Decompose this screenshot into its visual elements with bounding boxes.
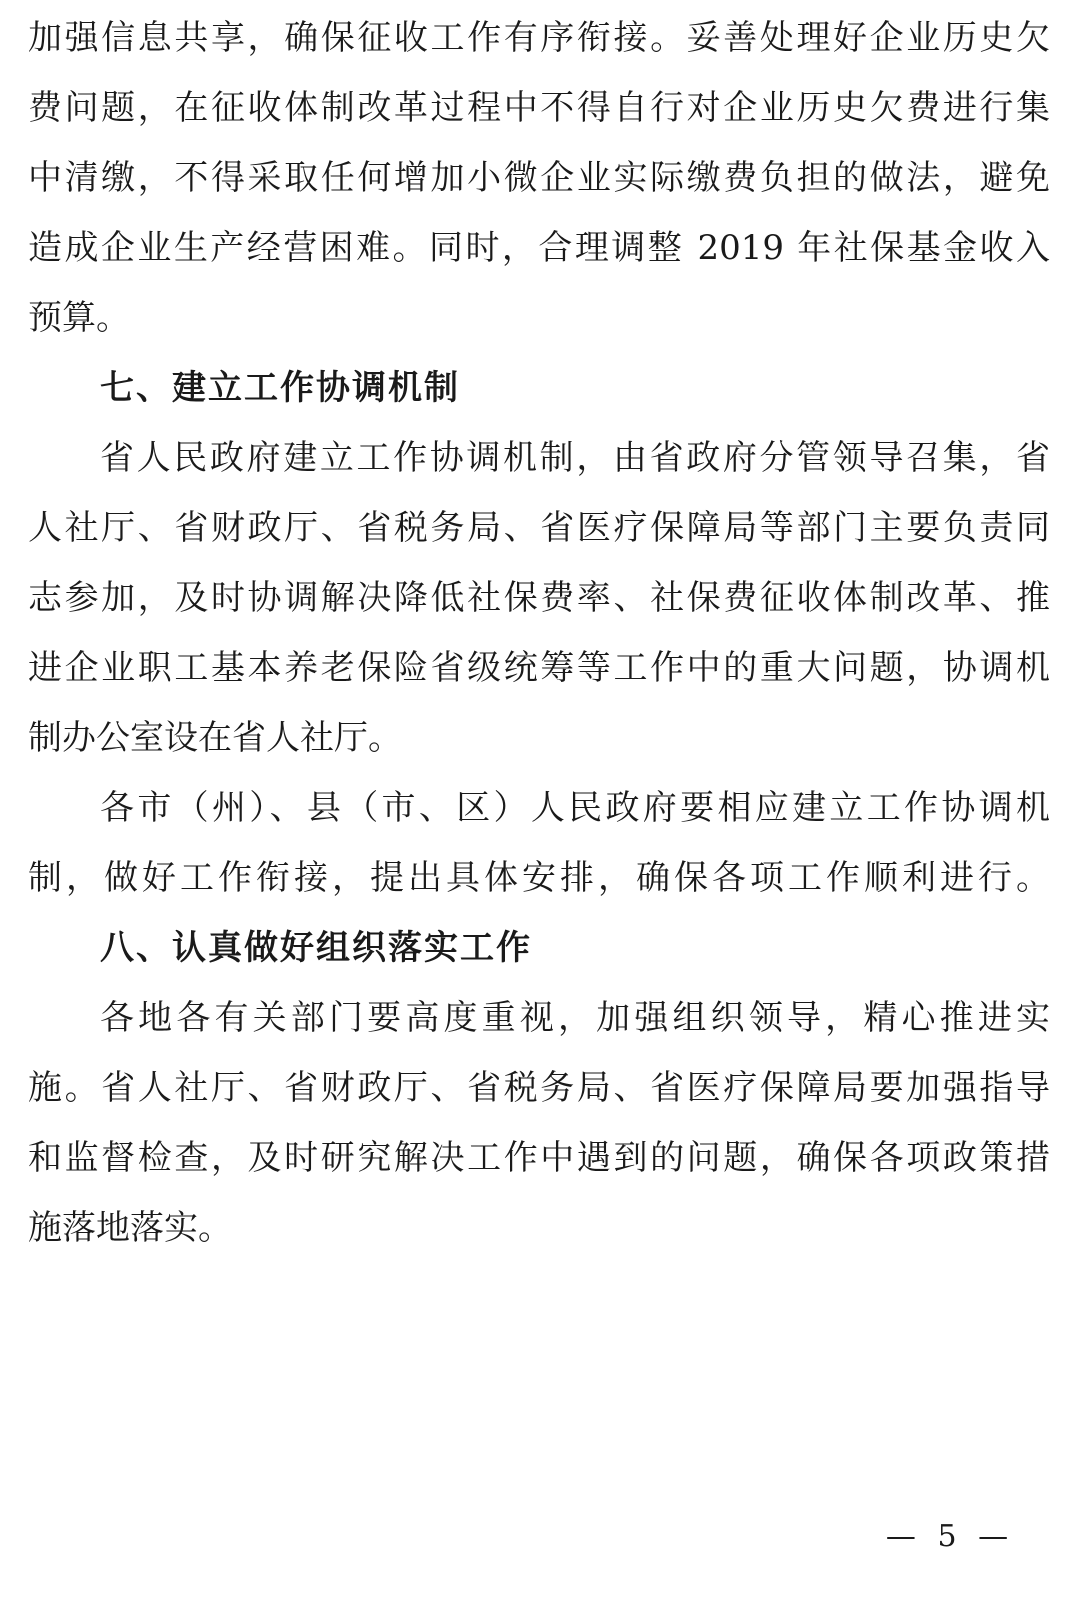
text-line: 加强信息共享，确保征收工作有序衔接。妥善处理好企业历史欠	[28, 18, 1050, 58]
text-line: 中清缴，不得采取任何增加小微企业实际缴费负担的做法，避免	[28, 158, 1050, 198]
text-line: 志参加，及时协调解决降低社保费率、社保费征收体制改革、推	[28, 578, 1050, 618]
page-number: — 5 —	[885, 1519, 1015, 1554]
text-line: 省人民政府建立工作协调机制，由省政府分管领导召集，省	[100, 438, 1050, 478]
text-line: 施。省人社厅、省财政厅、省税务局、省医疗保障局要加强指导	[28, 1068, 1050, 1108]
text-line: 制，做好工作衔接，提出具体安排，确保各项工作顺利进行。	[28, 858, 1050, 898]
text-line: 费问题，在征收体制改革过程中不得自行对企业历史欠费进行集	[28, 88, 1050, 128]
text-line: 各地各有关部门要高度重视，加强组织领导，精心推进实	[100, 998, 1050, 1038]
section-heading-8: 八、认真做好组织落实工作	[100, 928, 532, 968]
text-line: 各市（州）、县（市、区）人民政府要相应建立工作协调机	[100, 788, 1050, 828]
section-heading-7: 七、建立工作协调机制	[100, 368, 460, 408]
text-line: 进企业职工基本养老保险省级统筹等工作中的重大问题，协调机	[28, 648, 1050, 688]
text-line: 施落地落实。	[28, 1208, 232, 1248]
text-line: 人社厅、省财政厅、省税务局、省医疗保障局等部门主要负责同	[28, 508, 1050, 548]
text-line: 预算。	[28, 298, 130, 338]
text-line: 和监督检查，及时研究解决工作中遇到的问题，确保各项政策措	[28, 1138, 1050, 1178]
text-line: 造成企业生产经营困难。同时，合理调整 2019 年社保基金收入	[28, 228, 1050, 268]
text-line: 制办公室设在省人社厅。	[28, 718, 402, 758]
